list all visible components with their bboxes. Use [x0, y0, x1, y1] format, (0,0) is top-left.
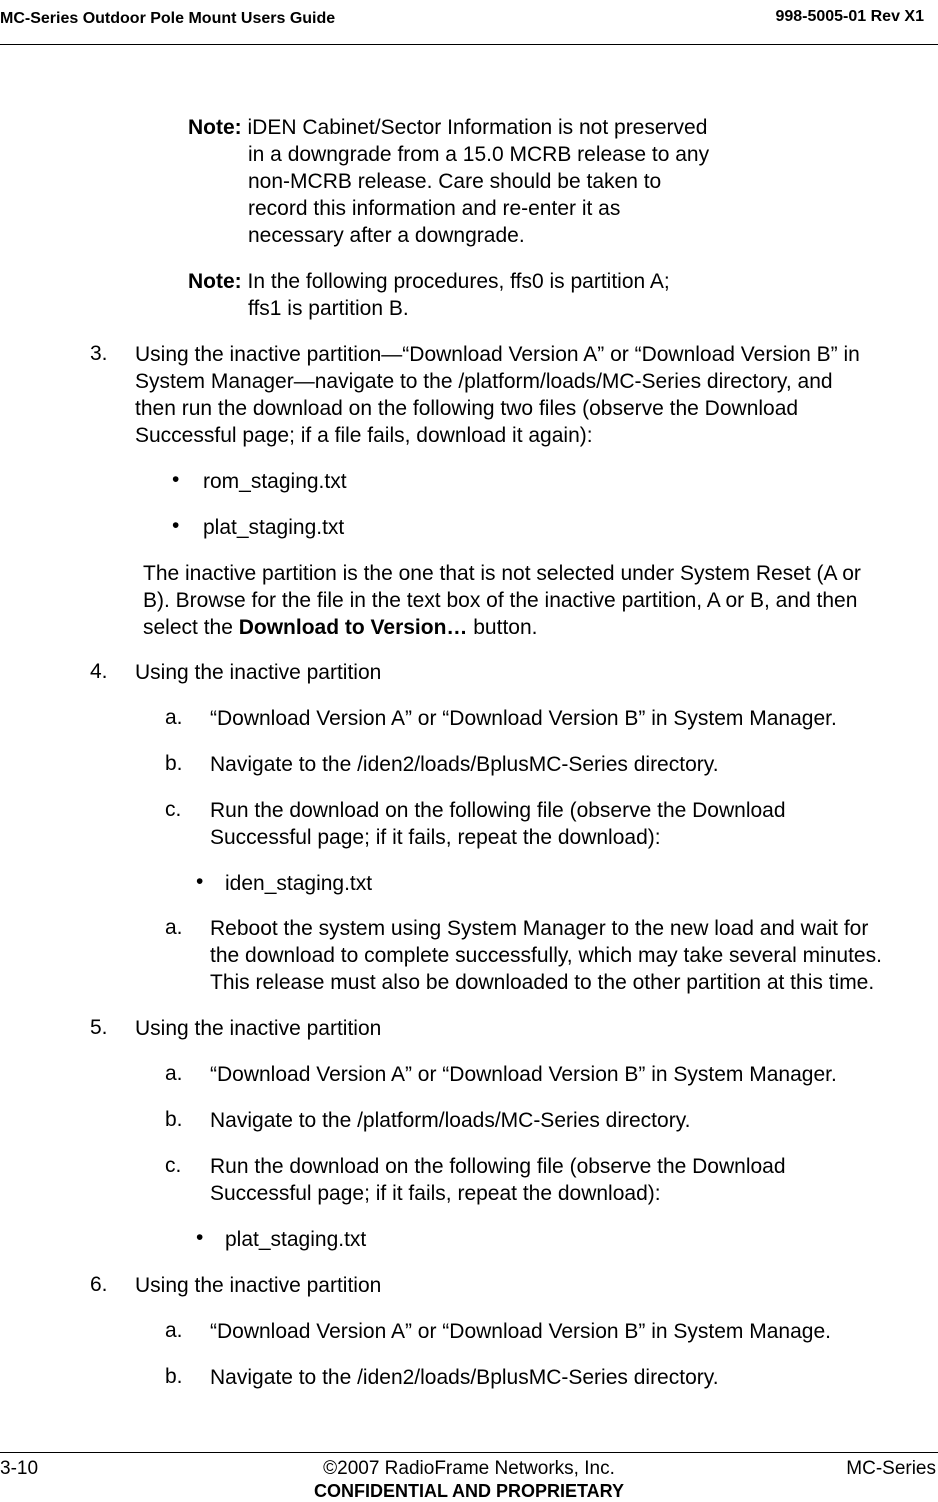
download-button-reference: Download to Version…: [238, 616, 468, 639]
substep-text: “Download Version A” or “Download Version B” in System Manage.: [210, 1320, 831, 1343]
substep-text: Navigate to the /iden2/loads/BplusMC-Series directory.: [210, 753, 719, 776]
filename-rom-staging: rom_staging.txt: [203, 470, 347, 493]
substep-letter: a.: [165, 1062, 183, 1085]
substep-letter: b.: [165, 1365, 183, 1388]
substep-letter: b.: [165, 1108, 183, 1131]
step-number: 6.: [90, 1273, 108, 1296]
step3-paragraph-line: [143, 614, 537, 641]
note-line: necessary after a downgrade.: [248, 224, 525, 247]
note-label: Note:: [188, 270, 242, 293]
footer-rule: [0, 1452, 938, 1453]
substep-text: Navigate to the /iden2/loads/BplusMC-Series directory.: [210, 1366, 719, 1389]
substep-text: Successful page; if it fails, repeat the download):: [210, 1182, 661, 1205]
text-run: button.: [467, 616, 538, 639]
note-partitions: [188, 268, 670, 322]
step-number: 4.: [90, 660, 108, 683]
step3-paragraph-line: The inactive partition is the one that is not selected under System Reset (A or: [143, 562, 861, 585]
note-line: In the following procedures, ffs0 is partition A;: [247, 270, 670, 293]
substep-letter: a.: [165, 1319, 183, 1342]
note-line: non-MCRB release. Care should be taken to: [248, 170, 662, 193]
substep-text: Navigate to the /platform/loads/MC-Series directory.: [210, 1109, 691, 1132]
note-line: ffs1 is partition B.: [248, 297, 409, 320]
copyright: ©2007 RadioFrame Networks, Inc.: [323, 1458, 615, 1479]
step6-text: Using the inactive partition: [135, 1274, 382, 1297]
note-label: Note:: [188, 116, 242, 139]
substep-letter: a.: [165, 916, 183, 939]
header-title: MC-Series Outdoor Pole Mount Users Guide: [0, 10, 336, 27]
substep-letter: b.: [165, 752, 183, 775]
header-rule: [0, 44, 938, 45]
note-cabinet-info: [188, 114, 709, 249]
filename-plat-staging: plat_staging.txt: [203, 516, 345, 539]
step3-line: then run the download on the following two files (observe the Download: [135, 397, 799, 420]
substep-text: “Download Version A” or “Download Version B” in System Manager.: [210, 1063, 837, 1086]
footer-center: [0, 1458, 938, 1502]
text-run: select the: [143, 616, 239, 639]
footer-product: MC-Series: [846, 1458, 936, 1479]
substep-text: the download to complete successfully, which may take several minutes.: [210, 944, 882, 967]
substep-text: Successful page; if it fails, repeat the download):: [210, 826, 661, 849]
confidential-notice: CONFIDENTIAL AND PROPRIETARY: [313, 1481, 624, 1501]
filename-plat-staging: plat_staging.txt: [225, 1228, 367, 1251]
bullet-glyph: •: [196, 1226, 204, 1249]
step3-line: Successful page; if a file fails, download it again):: [135, 424, 593, 447]
substep-text: “Download Version A” or “Download Version B” in System Manager.: [210, 707, 837, 730]
substep-letter: c.: [165, 1154, 182, 1177]
bullet-glyph: •: [172, 514, 180, 537]
step-number: 3.: [90, 342, 108, 365]
page-number: 3-10: [0, 1458, 39, 1479]
substep-text: Run the download on the following file (observe the Download: [210, 799, 786, 822]
step5-text: Using the inactive partition: [135, 1017, 382, 1040]
header-doc-id: 998-5005-01 Rev X1: [775, 8, 924, 25]
substep-letter: c.: [165, 798, 182, 821]
substep-text: Reboot the system using System Manager to the new load and wait for: [210, 917, 869, 940]
filename-iden-staging: iden_staging.txt: [225, 872, 373, 895]
substep-text: This release must also be downloaded to the other partition at this time.: [210, 971, 875, 994]
step-number: 5.: [90, 1016, 108, 1039]
substep-letter: a.: [165, 706, 183, 729]
bullet-glyph: •: [196, 870, 204, 893]
note-line: in a downgrade from a 15.0 MCRB release to any: [248, 143, 710, 166]
note-line: record this information and re-enter it as: [248, 197, 621, 220]
step3-paragraph-line: B). Browse for the file in the text box of the inactive partition, A or B, and then: [143, 589, 858, 612]
step3-line: Using the inactive partition—“Download Version A” or “Download Version B” in: [135, 343, 860, 366]
bullet-glyph: •: [172, 468, 180, 491]
step4-text: Using the inactive partition: [135, 661, 382, 684]
step3-line: System Manager—navigate to the /platform/loads/MC-Series directory, and: [135, 370, 833, 393]
substep-text: Run the download on the following file (observe the Download: [210, 1155, 786, 1178]
note-line: iDEN Cabinet/Sector Information is not preserved: [247, 116, 708, 139]
